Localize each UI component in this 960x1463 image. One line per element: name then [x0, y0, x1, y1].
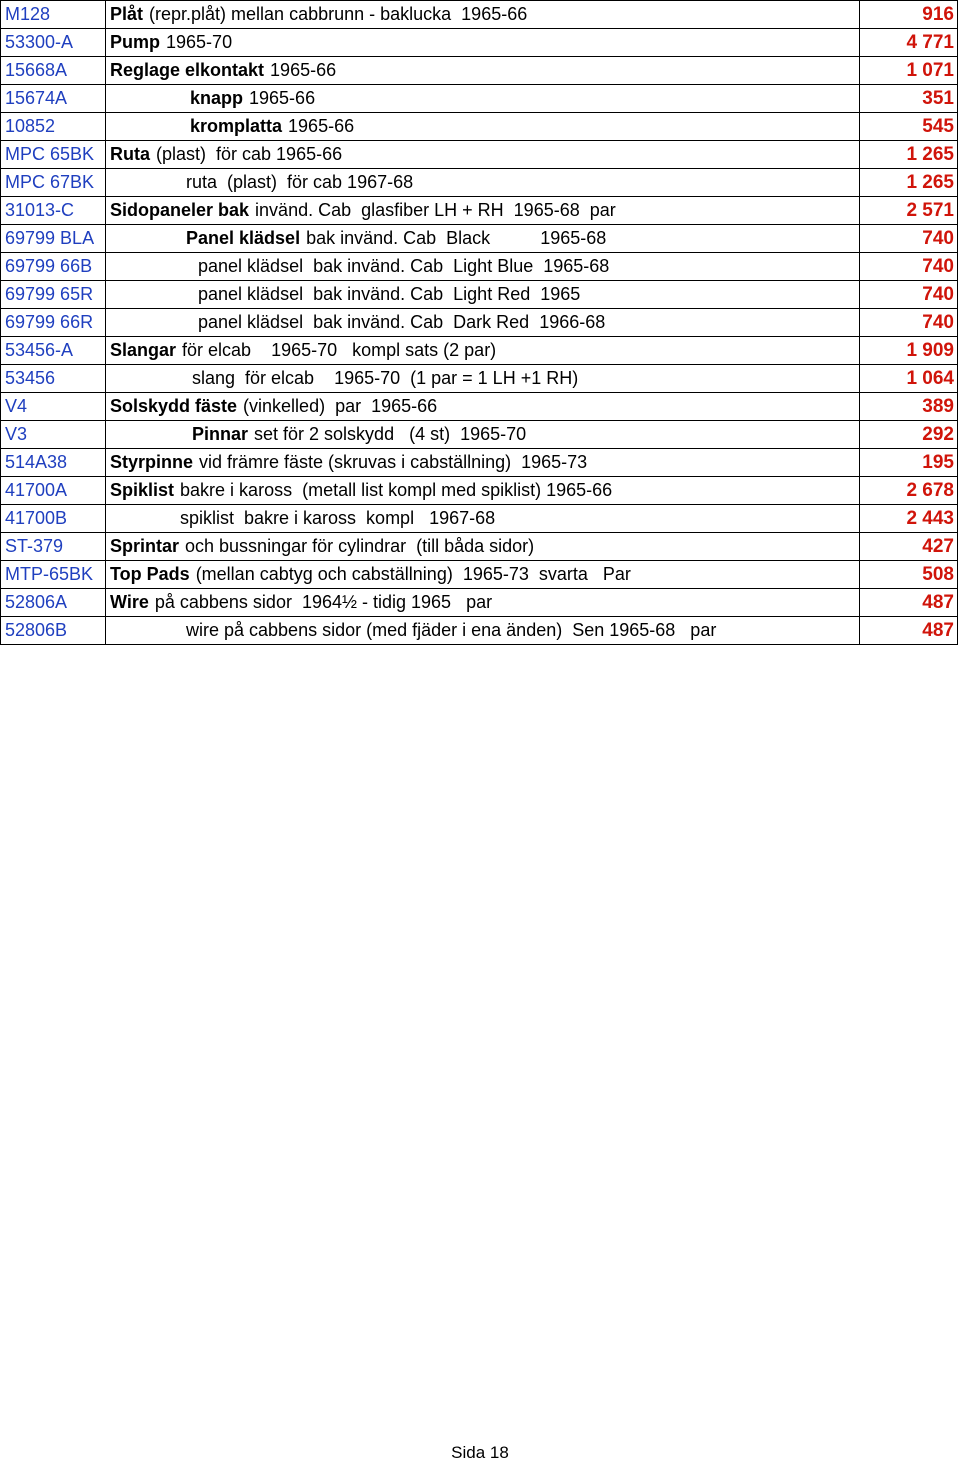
part-number: V4 — [1, 393, 106, 421]
part-details: spiklist bakre i kaross kompl 1967-68 — [180, 508, 496, 528]
part-number: M128 — [1, 1, 106, 29]
part-details: wire på cabbens sidor (med fjäder i ena änden) Sen 1965-68 par — [186, 620, 717, 640]
part-description — [106, 225, 860, 253]
part-price: 740 — [860, 253, 958, 281]
part-description — [106, 337, 860, 365]
part-details: (vinkelled) par 1965-66 — [243, 396, 438, 416]
table-row — [1, 309, 958, 337]
part-number: 53456-A — [1, 337, 106, 365]
part-name: Styrpinne — [110, 452, 194, 472]
table-row — [1, 505, 958, 533]
part-name: Pump — [110, 32, 161, 52]
part-name: Wire — [110, 592, 149, 612]
part-price: 292 — [860, 421, 958, 449]
table-row — [1, 617, 958, 645]
part-details: (plast) för cab 1965-66 — [156, 144, 343, 164]
table-row — [1, 1, 958, 29]
part-price: 4 771 — [860, 29, 958, 57]
part-details: panel klädsel bak invänd. Cab Light Red 1965 — [198, 284, 581, 304]
table-row — [1, 393, 958, 421]
table-row — [1, 281, 958, 309]
part-number: 15674A — [1, 85, 106, 113]
part-price: 351 — [860, 85, 958, 113]
part-number: 52806A — [1, 589, 106, 617]
part-number: V3 — [1, 421, 106, 449]
part-description — [106, 85, 860, 113]
parts-sheet — [0, 0, 958, 645]
part-description — [106, 281, 860, 309]
part-price: 389 — [860, 393, 958, 421]
part-description — [106, 589, 860, 617]
part-number: ST-379 — [1, 533, 106, 561]
part-details: invänd. Cab glasfiber LH + RH 1965-68 par — [255, 200, 616, 220]
part-name: kromplatta — [190, 116, 283, 136]
table-row — [1, 533, 958, 561]
part-description — [106, 309, 860, 337]
part-details: panel klädsel bak invänd. Cab Light Blue 1965-68 — [198, 256, 610, 276]
part-description — [106, 477, 860, 505]
part-description — [106, 141, 860, 169]
part-name: Pinnar — [192, 424, 249, 444]
part-description — [106, 1, 860, 29]
page-number: Sida 18 — [451, 1443, 509, 1462]
part-number: 41700B — [1, 505, 106, 533]
part-name: Plåt — [110, 4, 144, 24]
part-number: 15668A — [1, 57, 106, 85]
part-details: (repr.plåt) mellan cabbrunn - baklucka 1965-66 — [149, 4, 528, 24]
part-number: 69799 BLA — [1, 225, 106, 253]
part-details: 1965-66 — [270, 60, 337, 80]
table-row — [1, 169, 958, 197]
part-description — [106, 169, 860, 197]
part-description — [106, 533, 860, 561]
table-row — [1, 337, 958, 365]
part-description — [106, 197, 860, 225]
part-price: 508 — [860, 561, 958, 589]
part-price: 740 — [860, 225, 958, 253]
part-details: ruta (plast) för cab 1967-68 — [186, 172, 414, 192]
part-name: Sprintar — [110, 536, 180, 556]
part-price: 1 064 — [860, 365, 958, 393]
part-price: 1 265 — [860, 169, 958, 197]
table-row — [1, 113, 958, 141]
part-price: 545 — [860, 113, 958, 141]
part-details: slang för elcab 1965-70 (1 par = 1 LH +1 RH) — [192, 368, 579, 388]
part-price: 1 909 — [860, 337, 958, 365]
part-price: 195 — [860, 449, 958, 477]
part-description — [106, 253, 860, 281]
part-name: Top Pads — [110, 564, 190, 584]
part-number: MPC 67BK — [1, 169, 106, 197]
part-price: 427 — [860, 533, 958, 561]
part-price: 2 443 — [860, 505, 958, 533]
part-description — [106, 113, 860, 141]
part-details: (mellan cabtyg och cabställning) 1965-73 svarta Par — [195, 564, 631, 584]
parts-table-body — [1, 1, 958, 645]
part-number: 53456 — [1, 365, 106, 393]
part-number: 41700A — [1, 477, 106, 505]
part-price: 740 — [860, 281, 958, 309]
part-name: knapp — [190, 88, 244, 108]
table-row — [1, 477, 958, 505]
part-details: på cabbens sidor 1964½ - tidig 1965 par — [154, 592, 493, 612]
part-number: MPC 65BK — [1, 141, 106, 169]
part-details: och bussningar för cylindrar (till båda sidor) — [185, 536, 535, 556]
part-price: 1 265 — [860, 141, 958, 169]
part-name: Slangar — [110, 340, 177, 360]
table-row — [1, 365, 958, 393]
part-number: 69799 65R — [1, 281, 106, 309]
table-row — [1, 29, 958, 57]
part-number: 53300-A — [1, 29, 106, 57]
part-details: 1965-66 — [249, 88, 316, 108]
part-description — [106, 57, 860, 85]
table-row — [1, 141, 958, 169]
table-row — [1, 561, 958, 589]
part-description — [106, 561, 860, 589]
part-name: Sidopaneler bak — [110, 200, 250, 220]
table-row — [1, 589, 958, 617]
part-name: Spiklist — [110, 480, 175, 500]
part-details: panel klädsel bak invänd. Cab Dark Red 1966-68 — [198, 312, 606, 332]
table-row — [1, 85, 958, 113]
table-row — [1, 197, 958, 225]
part-price: 2 571 — [860, 197, 958, 225]
part-price: 740 — [860, 309, 958, 337]
part-number: 69799 66B — [1, 253, 106, 281]
part-number: 10852 — [1, 113, 106, 141]
part-description — [106, 393, 860, 421]
table-row — [1, 449, 958, 477]
part-details: för elcab 1965-70 kompl sats (2 par) — [182, 340, 497, 360]
part-name: Reglage elkontakt — [110, 60, 265, 80]
table-row — [1, 57, 958, 85]
table-row — [1, 225, 958, 253]
part-description — [106, 365, 860, 393]
table-row — [1, 421, 958, 449]
part-name: Ruta — [110, 144, 150, 164]
part-details: bak invänd. Cab Black 1965-68 — [306, 228, 607, 248]
part-price: 487 — [860, 617, 958, 645]
part-details: vid främre fäste (skruvas i cabställning) 1965-73 — [199, 452, 588, 472]
part-description — [106, 29, 860, 57]
part-price: 1 071 — [860, 57, 958, 85]
parts-table — [0, 0, 958, 645]
part-price: 487 — [860, 589, 958, 617]
part-number: MTP-65BK — [1, 561, 106, 589]
part-description — [106, 449, 860, 477]
part-name: Solskydd fäste — [110, 396, 238, 416]
part-details: bakre i kaross (metall list kompl med spiklist) 1965-66 — [180, 480, 613, 500]
part-number: 69799 66R — [1, 309, 106, 337]
part-details: 1965-70 — [166, 32, 233, 52]
part-price: 2 678 — [860, 477, 958, 505]
part-price: 916 — [860, 1, 958, 29]
part-name: Panel klädsel — [186, 228, 301, 248]
part-description — [106, 505, 860, 533]
part-description — [106, 421, 860, 449]
part-description — [106, 617, 860, 645]
part-number: 52806B — [1, 617, 106, 645]
part-details: set för 2 solskydd (4 st) 1965-70 — [254, 424, 527, 444]
part-details: 1965-66 — [288, 116, 355, 136]
table-row — [1, 253, 958, 281]
part-number: 514A38 — [1, 449, 106, 477]
part-number: 31013-C — [1, 197, 106, 225]
